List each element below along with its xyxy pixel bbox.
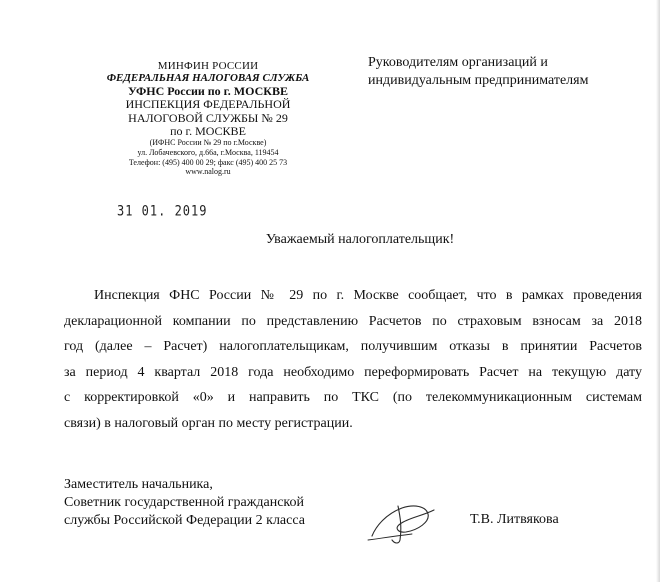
body-line: связи) в налоговый орган по месту регистрации.	[64, 415, 353, 431]
inspection-name-line3: по г. МОСКВЕ	[170, 123, 246, 138]
signer-title-line3: службы Российской Федерации 2 класса	[64, 513, 305, 528]
signer-name: Т.В. Литвякова	[470, 512, 559, 527]
department-name: УФНС России по г. МОСКВЕ	[128, 83, 288, 98]
addressee-line2: индивидуальным предпринимателям	[368, 73, 589, 89]
addressee-block	[368, 54, 588, 90]
letter-body	[64, 283, 642, 437]
service-name: ФЕДЕРАЛЬНАЯ НАЛОГОВАЯ СЛУЖБА	[106, 72, 310, 85]
body-line: за период 4 квартал 2018 года необходимо переформировать Расчет на текущую дату	[64, 364, 642, 380]
inspection-name-line1: ИНСПЕКЦИЯ ФЕДЕРАЛЬНОЙ	[125, 97, 291, 112]
body-line: Инспекция ФНС России № 29 по г. Москве сообщает, что в рамках проведения	[94, 288, 642, 303]
date-stamp: 31 01. 2019	[117, 203, 208, 220]
signer-title-line2: Советник государственной гражданской	[64, 495, 305, 510]
page-edge	[656, 0, 660, 582]
addressee-line1: Руководителям организаций и	[368, 55, 548, 70]
letterhead	[78, 60, 338, 177]
signer-title	[64, 476, 305, 530]
signer-title-line1: Заместитель начальника,	[64, 477, 213, 492]
body-line: декларационной компании по представлению Расчетов по страховым взносам за 2018	[64, 313, 642, 329]
salutation: Уважаемый налогоплательщик!	[265, 232, 455, 247]
inspection-website: www.nalog.ru	[185, 167, 231, 177]
handwritten-signature	[362, 496, 442, 546]
inspection-short-name: (ИФНС России № 29 по г.Москве)	[149, 138, 267, 148]
inspection-address: ул. Лобачевского, д.66а, г.Москва, 119454	[137, 147, 279, 157]
body-line: год (далее – Расчет) налогоплательщикам, получившим отказы в принятии Расчетов	[64, 339, 642, 355]
inspection-phone: Телефон: (495) 400 00 29; факс (495) 400 25 73	[128, 157, 288, 167]
ministry-name: МИНФИН РОССИИ	[157, 60, 259, 72]
body-line: с корректировкой «0» и направить по ТКС (по телекоммуникационным системам	[64, 390, 642, 406]
inspection-name-line2: НАЛОГОВОЙ СЛУЖБЫ № 29	[128, 110, 288, 125]
